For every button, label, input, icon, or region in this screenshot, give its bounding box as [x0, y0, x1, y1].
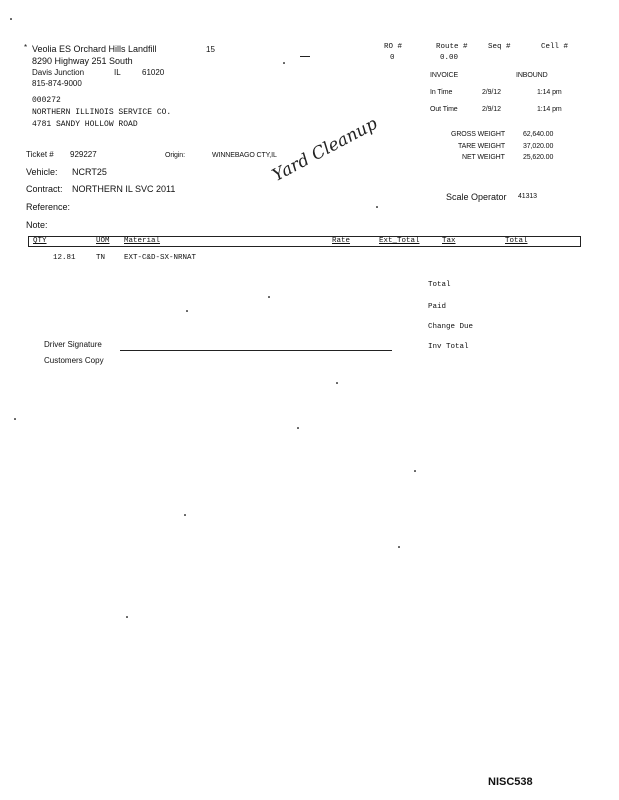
change-due-label: Change Due: [428, 323, 474, 331]
seq-label: Seq #: [488, 43, 511, 51]
out-time-label: Out Time: [430, 106, 458, 113]
out-date: 2/9/12: [482, 106, 501, 113]
scan-speck: [10, 18, 12, 20]
scan-speck: [186, 310, 188, 312]
in-time-label: In Time: [430, 89, 453, 96]
ro-label: RO #: [384, 43, 403, 51]
net-weight-label: NET WEIGHT: [462, 154, 505, 161]
ticket-number: 929227: [70, 150, 97, 159]
scan-speck: [268, 296, 270, 298]
col-tax: Tax: [442, 237, 456, 245]
customer-number: 000272: [32, 96, 61, 105]
facility-zip: 61020: [142, 68, 165, 77]
in-time: 1:14 pm: [537, 89, 562, 96]
scale-number: 15: [206, 45, 215, 54]
table-header: [28, 236, 581, 247]
scan-speck: [376, 206, 378, 208]
route-value: 0.00: [440, 54, 459, 62]
col-rate: Rate: [332, 237, 351, 245]
short-dash: [300, 56, 310, 57]
facility-state: IL: [114, 68, 121, 77]
scan-speck: [414, 470, 416, 472]
row-material: EXT-C&D-SX-NRNAT: [124, 254, 197, 262]
scale-operator-label: Scale Operator: [446, 192, 507, 202]
note-label: Note:: [26, 220, 48, 230]
bates-number: NISC538: [488, 776, 533, 788]
invoice-label: INVOICE: [430, 72, 459, 79]
cell-label: Cell #: [541, 43, 569, 51]
driver-signature-label: Driver Signature: [44, 340, 102, 349]
vehicle-label: Vehicle:: [26, 167, 58, 177]
ticket-label: Ticket #: [26, 150, 54, 159]
scan-speck: [336, 382, 338, 384]
row-uom: TN: [96, 254, 106, 262]
customer-address: 4781 SANDY HOLLOW ROAD: [32, 120, 138, 129]
direction-label: INBOUND: [516, 72, 548, 79]
col-qty: QTY: [33, 237, 47, 245]
scan-speck: [184, 514, 186, 516]
facility-name: Veolia ES Orchard Hills Landfill: [32, 44, 157, 54]
paid-label: Paid: [428, 303, 447, 311]
scale-operator-value: 41313: [518, 193, 537, 200]
gross-weight-label: GROSS WEIGHT: [451, 131, 506, 138]
contract-value: NORTHERN IL SVC 2011: [72, 184, 176, 194]
inv-total-label: Inv Total: [428, 343, 469, 351]
scan-speck: [283, 62, 285, 64]
facility-phone: 815-874-9000: [32, 79, 82, 88]
net-weight-value: 25,620.00: [523, 154, 554, 161]
scan-speck: [398, 546, 400, 548]
out-time: 1:14 pm: [537, 106, 562, 113]
asterisk-mark: *: [24, 43, 28, 52]
tare-weight-value: 37,020.00: [523, 143, 554, 150]
origin-label: Origin:: [165, 152, 185, 159]
handwritten-note: Yard Cleanup: [269, 113, 381, 186]
tare-weight-label: TARE WEIGHT: [458, 143, 505, 150]
scan-speck: [126, 616, 128, 618]
reference-label: Reference:: [26, 202, 71, 212]
customers-copy-label: Customers Copy: [44, 356, 104, 365]
origin-value: WINNEBAGO CTY,IL: [212, 152, 277, 159]
signature-line: [120, 350, 392, 351]
scan-speck: [14, 418, 16, 420]
facility-city: Davis Junction: [32, 68, 85, 77]
ro-value: 0: [390, 54, 395, 62]
route-label: Route #: [436, 43, 468, 51]
row-qty: 12.81: [53, 254, 76, 262]
contract-label: Contract:: [26, 184, 63, 194]
customer-name: NORTHERN ILLINOIS SERVICE CO.: [32, 108, 172, 117]
col-material: Material: [124, 237, 161, 245]
in-date: 2/9/12: [482, 89, 501, 96]
facility-address: 8290 Highway 251 South: [32, 56, 133, 66]
gross-weight-value: 62,640.00: [523, 131, 554, 138]
col-uom: UOM: [96, 237, 110, 245]
scan-speck: [297, 427, 299, 429]
col-ext-total: Ext_Total: [379, 237, 420, 245]
total-label: Total: [428, 281, 451, 289]
col-total: Total: [505, 237, 528, 245]
vehicle-value: NCRT25: [72, 167, 107, 177]
